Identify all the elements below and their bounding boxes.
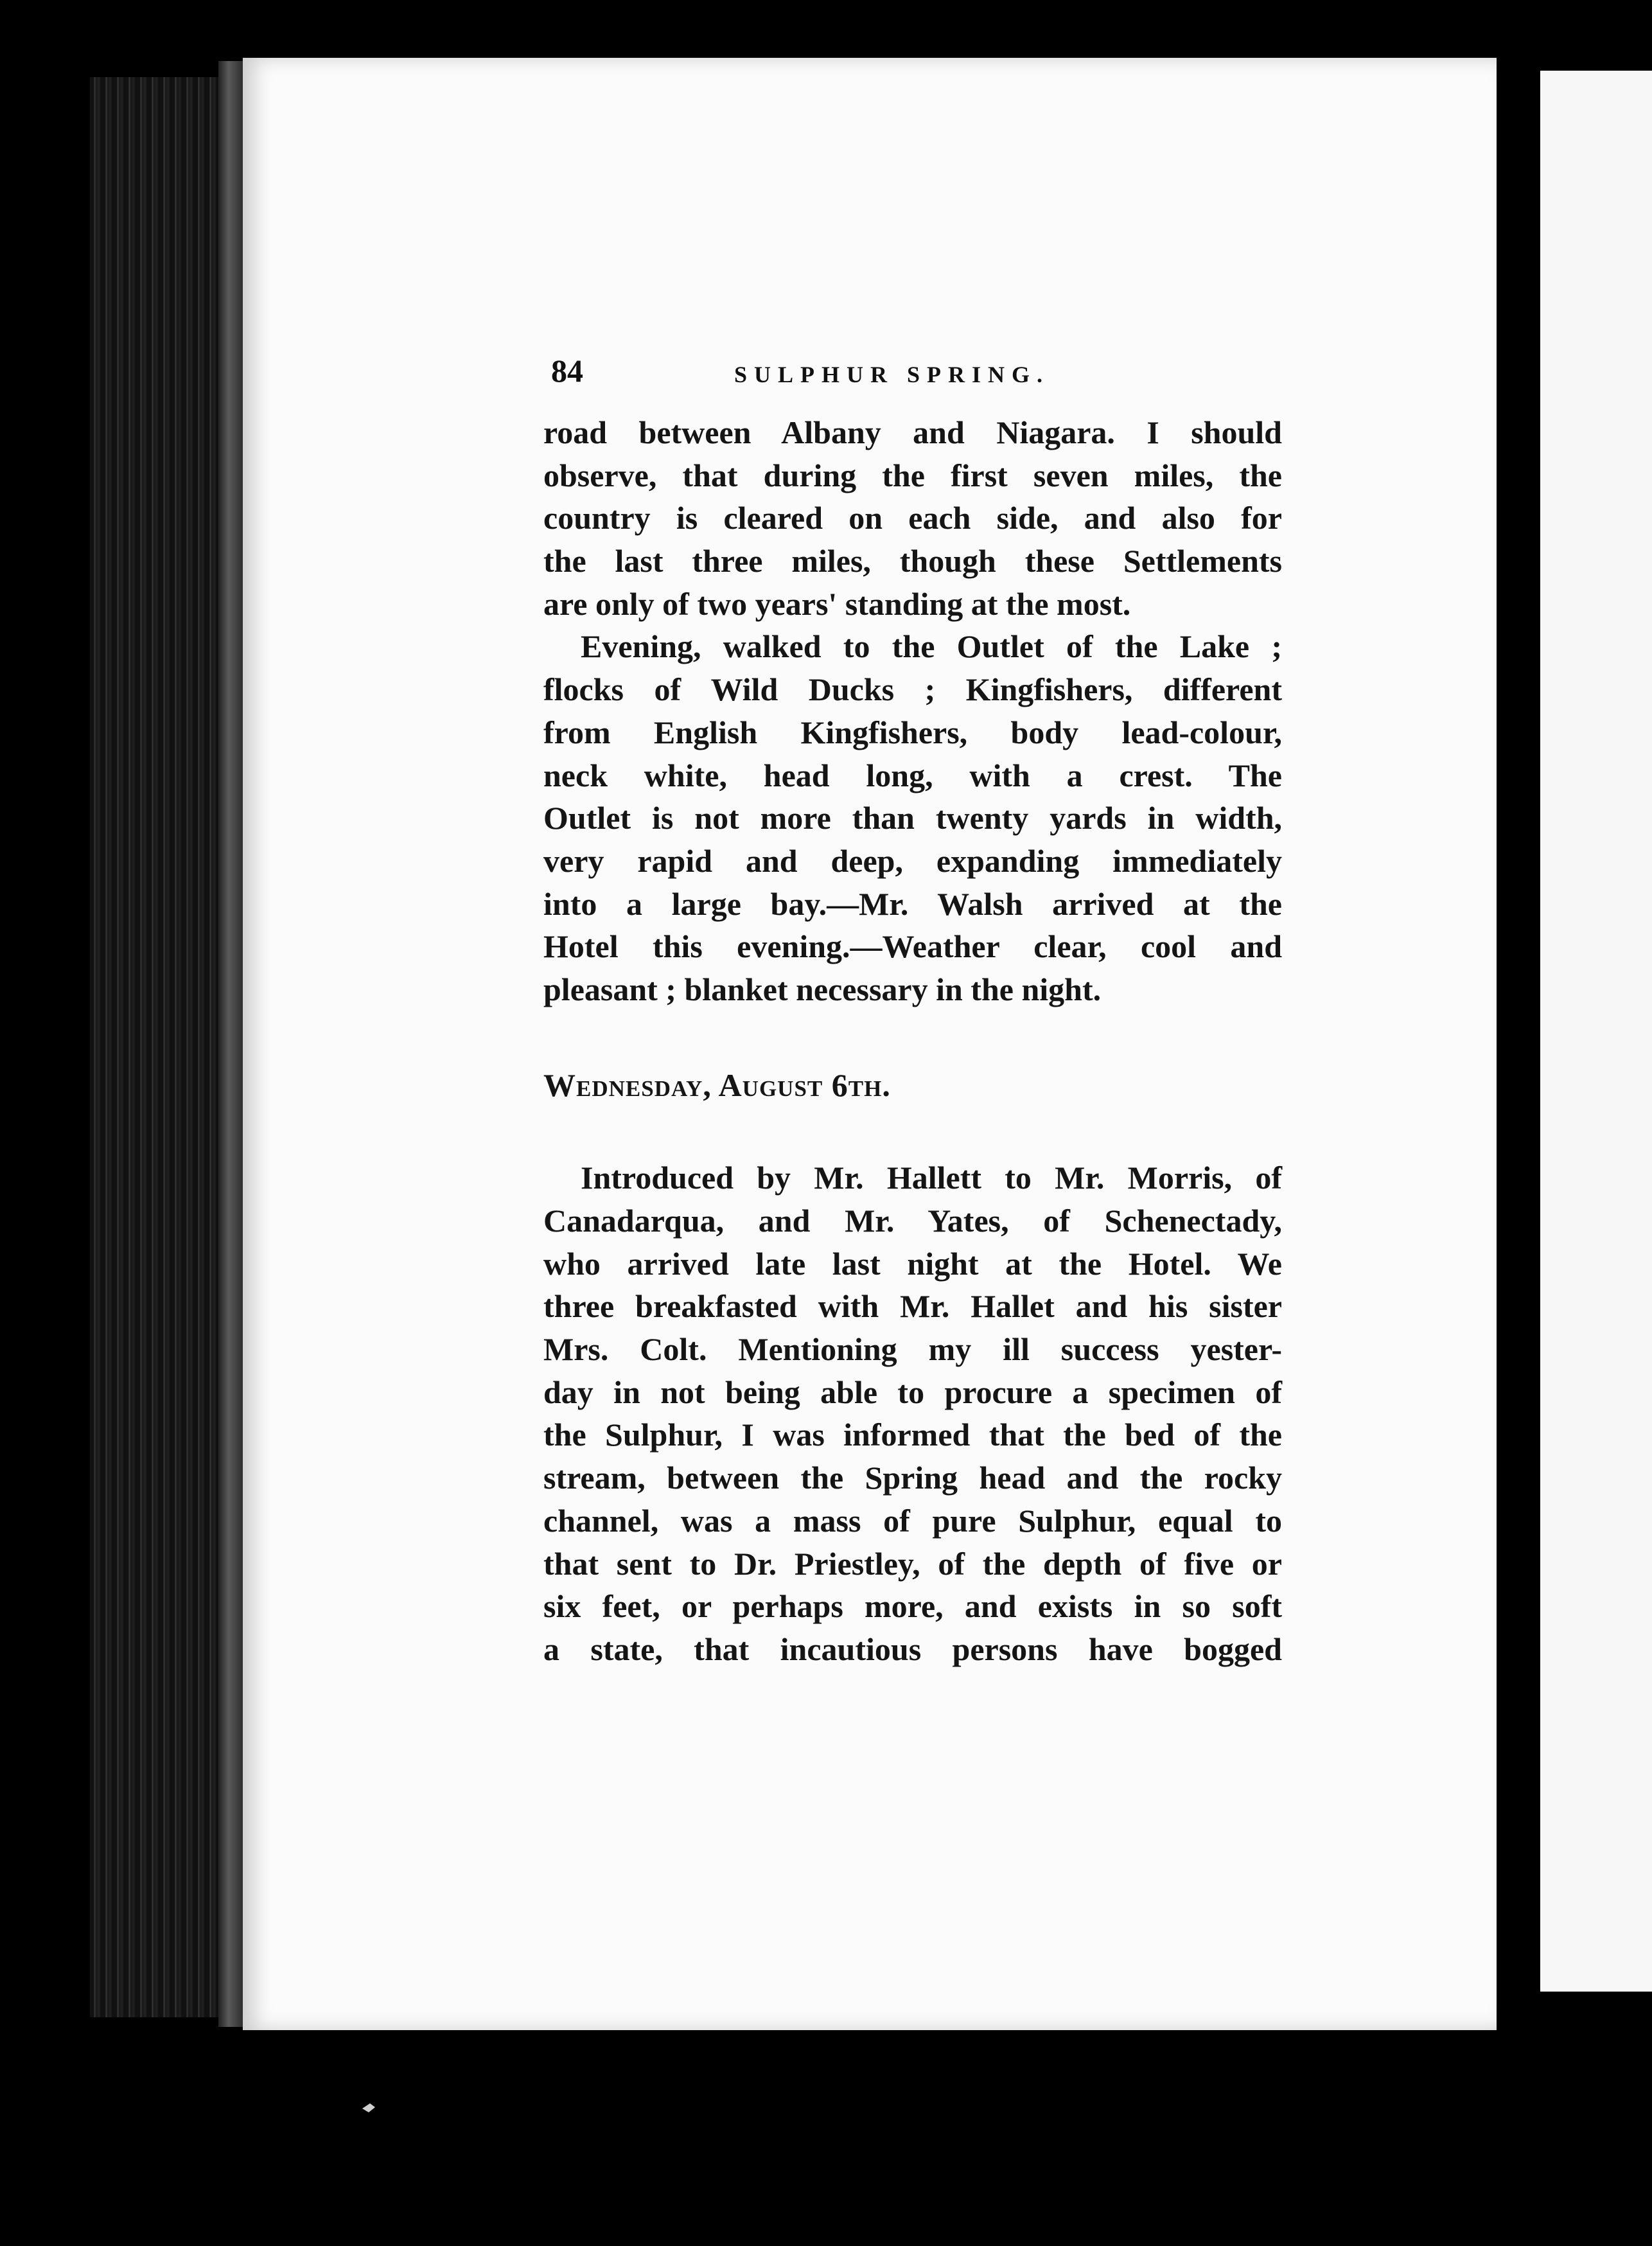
text-line: the last three miles, though these Settlements (543, 543, 1282, 579)
text-line: who arrived late last night at the Hotel. We (543, 1245, 1282, 1282)
text-line: from English Kingfishers, body lead-colour, (543, 714, 1282, 750)
text-line: are only of two years' standing at the most. (543, 585, 1131, 622)
text-line: the Sulphur, I was informed that the bed of the (543, 1417, 1282, 1453)
text-line: a state, that incautious persons have bogged (543, 1631, 1282, 1667)
scan-speck (360, 2094, 385, 2120)
text-line: stream, between the Spring head and the rocky (543, 1460, 1282, 1496)
page-number: 84 (551, 353, 583, 389)
text-line: six feet, or perhaps more, and exists in so soft (543, 1588, 1282, 1625)
text-line: Mrs. Colt. Mentioning my ill success yester- (543, 1331, 1282, 1368)
text-line: into a large bay.—Mr. Walsh arrived at the (543, 885, 1282, 922)
page-text (543, 411, 1282, 1671)
text-line: country is cleared on each side, and also for (543, 500, 1282, 536)
page-header (551, 352, 1296, 397)
text-line: channel, was a mass of pure Sulphur, equal to (543, 1502, 1282, 1539)
text-line: flocks of Wild Ducks ; Kingfishers, different (543, 671, 1282, 708)
text-line: Hotel this evening.—Weather clear, cool and (543, 928, 1282, 965)
text-line: Canadarqua, and Mr. Yates, of Schenectady, (543, 1203, 1282, 1239)
text-line: Introduced by Mr. Hallett to Mr. Morris, of (581, 1160, 1282, 1196)
text-line: day in not being able to procure a specimen of (543, 1374, 1282, 1410)
running-head: SULPHUR SPRING. (734, 362, 1050, 387)
text-line: Evening, walked to the Outlet of the Lake ; (581, 628, 1282, 665)
text-line: pleasant ; blanket necessary in the night. (543, 971, 1102, 1007)
text-line: Outlet is not more than twenty yards in width, (543, 800, 1282, 836)
text-line: three breakfasted with Mr. Hallet and his sister (543, 1288, 1282, 1325)
text-line: very rapid and deep, expanding immediately (543, 842, 1282, 879)
page-gutter (218, 61, 244, 2027)
text-line: neck white, head long, with a crest. The (543, 757, 1282, 793)
facing-page-edge (1540, 71, 1652, 1992)
text-line: road between Albany and Niagara. I should (543, 414, 1282, 450)
text-line: observe, that during the first seven miles, the (543, 457, 1282, 493)
date-heading: Wednesday, August 6th. (543, 1066, 891, 1103)
text-line: that sent to Dr. Priestley, of the depth of five or (543, 1545, 1282, 1582)
